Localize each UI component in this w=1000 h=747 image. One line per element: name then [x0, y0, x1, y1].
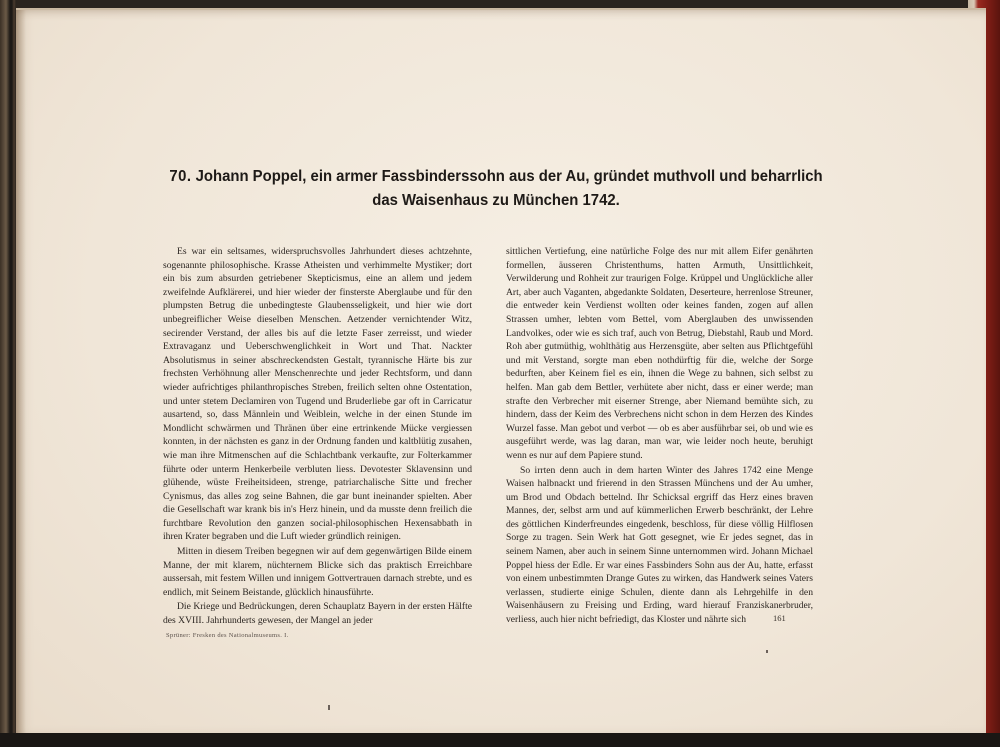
book-page	[16, 8, 986, 735]
ink-speck	[328, 705, 330, 710]
paragraph: So irrten denn auch in dem harten Winter des Jahres 1742 eine Menge Waisen halbnackt und frierend in den Strassen Münchens und der Au umher, um Brod und Obdach bettelnd. Ihr Schicksal ergriff das Herz eines braven Mannes, der, selbst arm und auf kümmerlichen Erwerb beschränkt, der Lehre des göttlichen Kinderfreundes eingedenk, beschloss, für diese völlig Hilflosen Sorge zu tragen. Sein Werk hat Gott gesegnet, wie Er jedes segnet, das in seinem Namen, aber auch in seinem Sinne unternommen wird. Johann Michael Poppel hiess der Edle. Er war eines Fassbinders Sohn aus der Au, hatte, erfasst von einem unbestimmten Drange Gutes zu wirken, das Handwerk seines Vaters verlassen, studierte einige Schulen, diente dann als Lehrgehilfe in den Waisenhäusern zu Freising und Erding, ward hierauf Franziskanerbruder, verliess, auch hier nicht befriedigt, das Kloster und nährte sich	[506, 464, 813, 626]
paragraph: Mitten in diesem Treiben begegnen wir auf dem gegenwärtigen Bilde einem Manne, der mit klarem, nüchternem Blicke sich das praktisch Erreichbare aussersah, mit festem Willen und innigem Gottvertrauen darnach strebte, und es endlich, mit Seinem Beistande, glücklich hinausführte.	[163, 546, 472, 598]
scan-bottom-edge	[0, 733, 1000, 747]
page-gutter-shadow	[16, 10, 26, 735]
paragraph: Die Kriege und Bedrückungen, deren Schauplatz Bayern in der ersten Hälfte des XVIII. Jahrhunderts gewesen, der Mangel an jeder	[163, 601, 472, 627]
chapter-heading	[160, 165, 832, 213]
page-number: 161	[773, 613, 786, 623]
ink-speck	[766, 650, 768, 653]
paragraph: Es war ein seltsames, widerspruchsvolles Jahrhundert dieses achtzehnte, sogenannte philosophische. Krasse Atheisten und verhimmelte Mystiker; dort ein bis zum absurden getriebener Skepticismus, eine an allem und jedem zweifelnde Aufklärerei, und hier wieder der finsterste Aberglaube und für den plumpsten Betrug die unbedingteste Glaubensseligkeit, und hier wie dort unbegreiflicher Weise dieselben Menschen. Aetzender vernichtender Witz, secirender Verstand, der alles bis auf die letzte Faser zerreisst, und wieder Extravaganz und Ueberschwenglichkeit in Wort und That. Nackter Absolutismus in seiner abschreckendsten Gestalt, tyrannische Härte bis zur frechsten Verhöhnung aller Menschenrechte und jeder Rechtsform, und dann wieder aufrichtiges philanthropisches Streben, freilich selten ohne Ostentation, und unter stetem Declamiren von Tugend und Bruderliebe gar oft in Carricatur ausartend, so, dass Männlein und Weiblein, welche in der einen Stunde im Mondlicht schwärmen und Thränen über eine ertrinkende Mücke vergiessen konnten, in der nächsten es ganz in der Ordnung fanden und kaltblütig zusahen, wie man ihre Mitmenschen auf die Schlachtbank verkaufte, zur Folterkammer führte oder unterm Henkerbeile verbluten liess. Devotester Sklavensinn und glühende, wüste Freiheitsideen, strenge, patriarchalische Sitte und frecher Cynismus, das alles zog seine Bahnen, die gar bunt ineinander spielten. Aber die Gesellschaft war krank bis in's Herz hinein, und da musste denn freilich die furchtbare Revolution den ganzen social-philosophischen Hexensabbath in ihren Krater begraben und die Luft wieder gründlich reinigen.	[163, 246, 472, 543]
chapter-title: Johann Poppel, ein armer Fassbinderssohn aus der Au, gründet muthvoll und beharrlich das Waisenhaus zu München 1742.	[195, 168, 823, 209]
text-column-left	[163, 245, 472, 628]
paragraph: sittlichen Vertiefung, eine natürliche Folge des nur mit allem Eifer genährten formellen, äusseren Christenthums, hatten Armuth, Unsittlichkeit, Verwilderung und Rohheit zur traurigen Folge. Krüppel und Unglückliche aller Art, aber auch Vaganten, abgedankte Soldaten, Deserteure, herrenlose Streuner, die entweder kein Verdienst wollten oder keines fanden, zogen auf allen Strassen umher, lebten vom Bettel, vom Aberglauben des unwissenden Landvolkes, oder wie es sich traf, auch von Betrug, Diebstahl, Raub und Mord. Roh aber gutmüthig, wohlthätig aus Herzensgüte, aber selten aus Pflichtgefühl und mit Verstand, sorgte man eben nothdürftig für die, welche der Sorge bedurften, aber Keinem fiel es ein, ihnen die Wege zu bahnen, sich selbst zu helfen. Man gab dem Bettler, verhütete aber nicht, dass er einer werde; man strafte den Verbrecher mit eiserner Strenge, aber Niemand bemühte sich, zu hindern, dass der Keim des Verbrechens nicht schon in dem Herzen des Kindes Wurzel fasse. Man gebot und verbot — ob es aber ausführbar sei, ob und wie es ausgeführt werde, was lag daran, man war, wie leider noch heute, beruhigt wenn es nur auf dem Papiere stund.	[506, 246, 813, 461]
text-column-right	[506, 245, 813, 627]
printer-signature: Sprüner: Fresken des Nationalmuseums. I.	[166, 632, 289, 639]
chapter-number: 70.	[169, 168, 192, 185]
